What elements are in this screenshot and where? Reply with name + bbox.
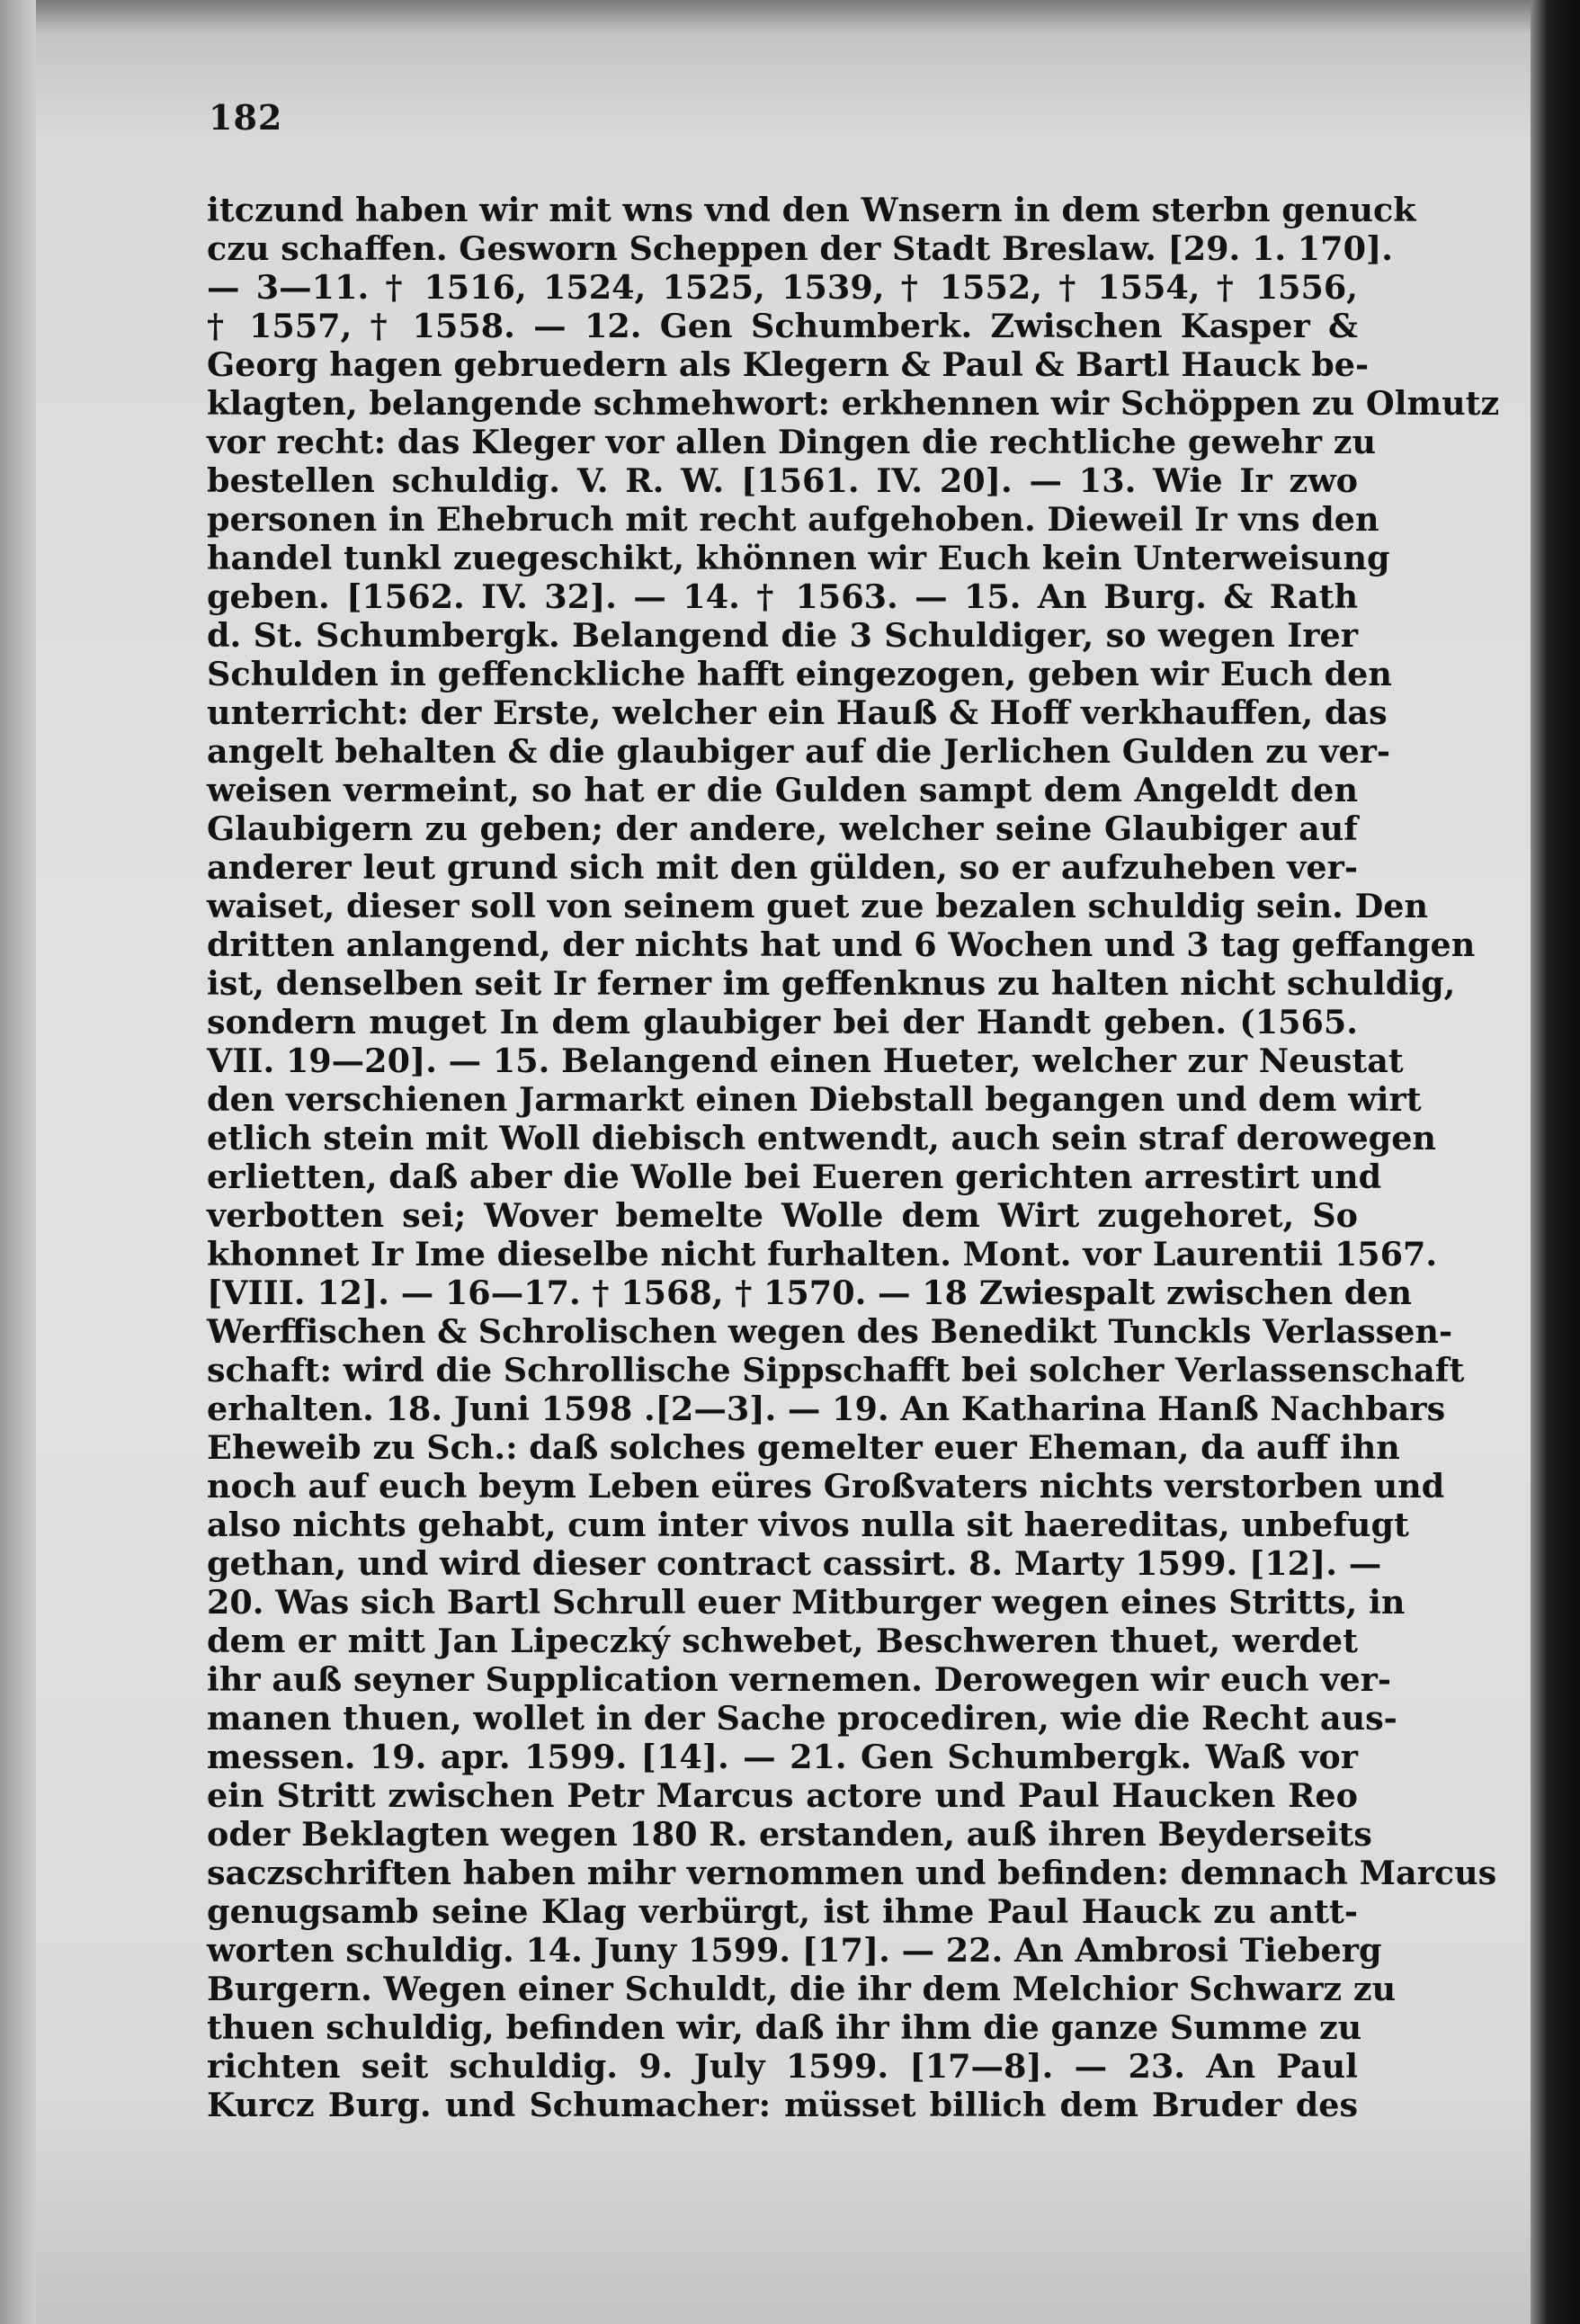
text-line: saczschriften haben mihr vernommen und befinden: demnach Marcus: [207, 1854, 1497, 1892]
body-text: [207, 191, 1500, 2163]
text-line: [207, 2124, 1358, 2163]
text-line: Glaubigern zu geben; der andere, welcher seine Glaubiger auf: [207, 809, 1358, 848]
text-line: Schulden in geffenckliche hafft eingezogen, geben wir Euch den: [207, 655, 1392, 693]
text-line: verbotten sei; Wover bemelte Wolle dem Wirt zugehoret, So: [207, 1196, 1358, 1235]
text-line: personen in Ehebruch mit recht aufgehoben. Dieweil Ir vns den: [207, 500, 1379, 539]
text-line: etlich stein mit Woll diebisch entwendt, auch sein straf derowegen: [207, 1119, 1436, 1158]
text-line: erhalten. 18. Juni 1598 .[2—3]. — 19. An Katharina Hanß Nachbars: [207, 1390, 1446, 1428]
text-line: schaft: wird die Schrollische Sippschafft bei solcher Verlassenschaft: [207, 1351, 1465, 1390]
text-line: messen. 19. apr. 1599. [14]. — 21. Gen Schumbergk. Waß vor: [207, 1738, 1358, 1776]
text-line: Werffischen & Schrolischen wegen des Benedikt Tunckls Verlassen-: [207, 1312, 1453, 1351]
page-right-edge-binding: [1531, 0, 1580, 2324]
text-line: Georg hagen gebruedern als Klegern & Paul & Bartl Hauck be-: [207, 345, 1370, 384]
page-left-edge-shadow: [0, 0, 36, 2324]
text-line: dem er mitt Jan Lipeczký schwebet, Beschweren thuet, werdet: [207, 1622, 1358, 1660]
text-line: sondern muget In dem glaubiger bei der Handt geben. (1565.: [207, 1003, 1358, 1041]
text-line: ein Stritt zwischen Petr Marcus actore und Paul Haucken Reo: [207, 1776, 1358, 1815]
text-line: noch auf euch beym Leben eüres Großvaters nichts verstorben und: [207, 1467, 1445, 1506]
text-line: ihr auß seyner Supplication vernemen. Derowegen wir euch ver-: [207, 1660, 1392, 1699]
text-line: klagten, belangende schmehwort: erkhennen wir Schöppen zu Olmutz: [207, 384, 1500, 423]
text-line: erlietten, daß aber die Wolle bei Eueren gerichten arrestirt und: [207, 1158, 1382, 1196]
text-line: weisen vermeint, so hat er die Gulden sampt dem Angeldt den: [207, 771, 1358, 809]
text-line: † 1557, † 1558. — 12. Gen Schumberk. Zwischen Kasper &: [207, 307, 1358, 345]
text-line: genugsamb seine Klag verbürgt, ist ihme Paul Hauck zu antt-: [207, 1892, 1358, 1931]
text-line: manen thuen, wollet in der Sache procediren, wie die Recht aus-: [207, 1699, 1397, 1738]
page-number: 182: [209, 97, 283, 138]
text-line: handel tunkl zuegeschikt, khönnen wir Euch kein Unterweisung: [207, 539, 1390, 577]
text-line: thuen schuldig, befinden wir, daß ihr ihm die ganze Summe zu: [207, 2008, 1362, 2047]
text-line: czu schaffen. Gesworn Scheppen der Stadt Breslaw. [29. 1. 170].: [207, 229, 1393, 268]
text-line: Kurcz Burg. und Schumacher: müsset billich dem Bruder des: [207, 2086, 1358, 2124]
text-line: vor recht: das Kleger vor allen Dingen die rechtliche gewehr zu: [207, 423, 1376, 461]
text-line: richten seit schuldig. 9. July 1599. [17—8]. — 23. An Paul: [207, 2047, 1358, 2086]
text-line: dritten anlangend, der nichts hat und 6 Wochen und 3 tag geffangen: [207, 925, 1476, 964]
text-line: itczund haben wir mit wns vnd den Wnsern in dem sterbn genuck: [207, 191, 1416, 229]
text-line: worten schuldig. 14. Juny 1599. [17]. — 22. An Ambrosi Tieberg: [207, 1931, 1382, 1970]
page-top-edge-shadow: [0, 0, 1580, 36]
text-line: Eheweib zu Sch.: daß solches gemelter euer Eheman, da auff ihn: [207, 1428, 1400, 1467]
text-line: 20. Was sich Bartl Schrull euer Mitburger wegen eines Stritts, in: [207, 1583, 1406, 1622]
text-line: d. St. Schumbergk. Belangend die 3 Schuldiger, so wegen Irer: [207, 616, 1358, 655]
text-line: unterricht: der Erste, welcher ein Hauß & Hoff verkhauffen, das: [207, 693, 1388, 732]
text-line: Burgern. Wegen einer Schuldt, die ihr dem Melchior Schwarz zu: [207, 1970, 1397, 2008]
text-line: den verschienen Jarmarkt einen Diebstall begangen und dem wirt: [207, 1080, 1422, 1119]
text-line: waiset, dieser soll von seinem guet zue bezalen schuldig sein. Den: [207, 887, 1428, 925]
text-line: anderer leut grund sich mit den gülden, so er aufzuheben ver-: [207, 848, 1358, 887]
text-line: angelt behalten & die glaubiger auf die Jerlichen Gulden zu ver-: [207, 732, 1391, 771]
text-line: oder Beklagten wegen 180 R. erstanden, auß ihren Beyderseits: [207, 1815, 1372, 1854]
text-line: also nichts gehabt, cum inter vivos nulla sit haereditas, unbefugt: [207, 1506, 1409, 1544]
text-line: bestellen schuldig. V. R. W. [1561. IV. 20]. — 13. Wie Ir zwo: [207, 461, 1358, 500]
text-line: khonnet Ir Ime dieselbe nicht furhalten. Mont. vor Laurentii 1567.: [207, 1235, 1438, 1274]
text-line: gethan, und wird dieser contract cassirt. 8. Marty 1599. [12]. —: [207, 1544, 1382, 1583]
text-line: geben. [1562. IV. 32]. — 14. † 1563. — 15. An Burg. & Rath: [207, 577, 1358, 616]
text-line: — 3—11. † 1516, 1524, 1525, 1539, † 1552, † 1554, † 1556,: [207, 268, 1358, 307]
text-line: ist, denselben seit Ir ferner im geffenknus zu halten nicht schuldig,: [207, 964, 1456, 1003]
text-line: VII. 19—20]. — 15. Belangend einen Hueter, welcher zur Neustat: [207, 1041, 1404, 1080]
text-line: [VIII. 12]. — 16—17. † 1568, † 1570. — 18 Zwiespalt zwischen den: [207, 1274, 1413, 1312]
